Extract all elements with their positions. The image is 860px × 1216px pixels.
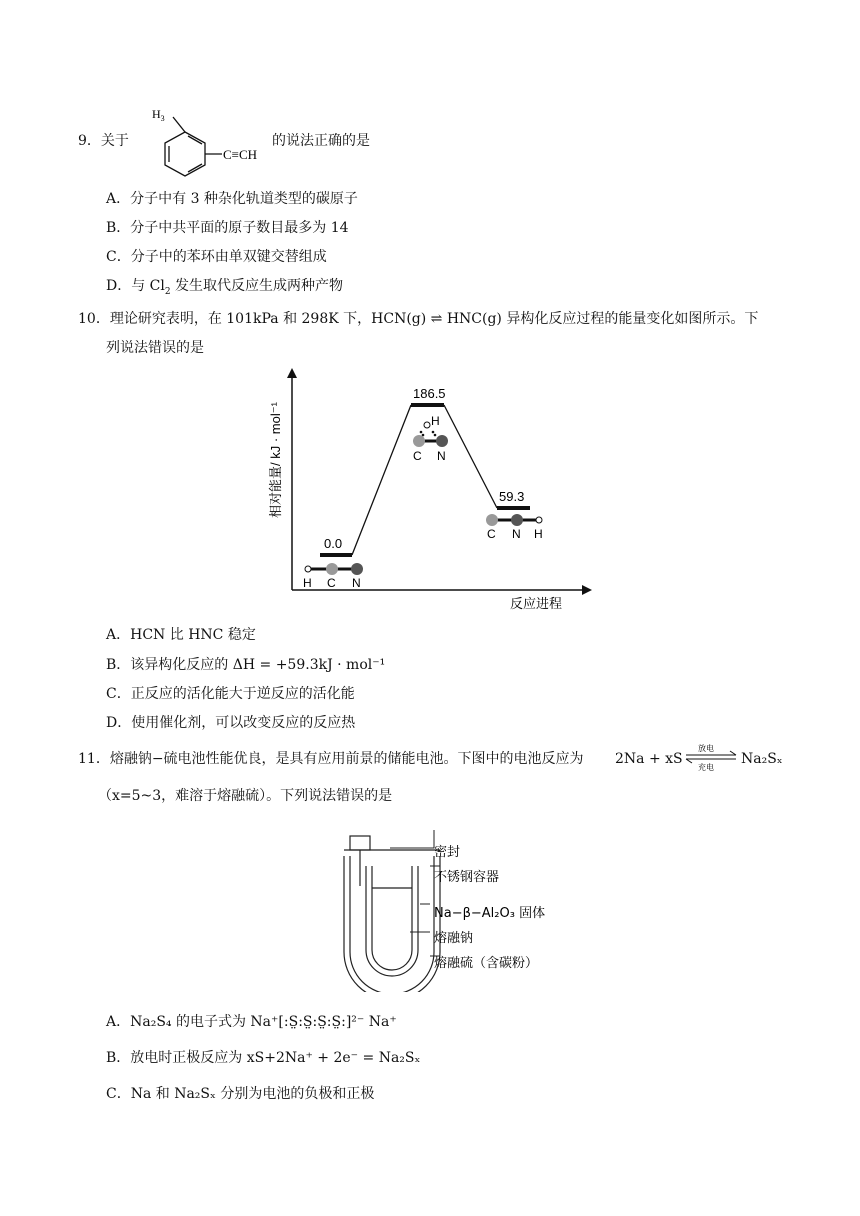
q11-option-b: B．放电时正极反应为 xS+2Na⁺ + 2e⁻ = Na₂Sₓ <box>106 1050 421 1066</box>
svg-text:N: N <box>352 576 361 590</box>
q10-value-hnc: 59.3 <box>499 489 525 504</box>
q10-option-d: D．使用催化剂，可以改变反应的反应热 <box>106 715 356 731</box>
q9-option-d: D．与 $Cl_2$ 发生取代反应生成两种产物 <box>106 278 344 297</box>
q10-value-hcn: 0.0 <box>324 536 343 551</box>
q10-stem-line1: 10．理论研究表明，在 101kPa 和 298K 下，HCN(g) ⇌ HNC(g) 异构化反应过程的能量变化如图所示。下 <box>78 311 759 327</box>
q9-option-c: C．分子中的苯环由单双键交替组成 <box>106 249 327 265</box>
q11-label-electrolyte: Na−β−Al₂O₃ 固体 <box>434 906 546 921</box>
svg-text:H: H <box>303 576 312 590</box>
q10-molecule-hcn <box>303 563 363 590</box>
q10-molecule-ts <box>413 414 448 463</box>
q10-energy-diagram <box>262 368 594 616</box>
svg-text:C: C <box>327 576 336 590</box>
q10-stem-line2: 列说法错误的是 <box>106 340 204 356</box>
q11-option-a: A．Na₂S₄ 的电子式为 Na⁺[:S̤:S̤:S̤:S̤:]²⁻ Na⁺ <box>106 1014 397 1030</box>
svg-text:C: C <box>487 527 496 541</box>
q11-label-container: 不锈钢容器 <box>434 870 500 885</box>
q10-path-fall <box>444 405 497 508</box>
svg-text:C: C <box>413 449 422 463</box>
q10-path-rise <box>352 405 411 555</box>
q11-equation-left: 2Na + xS <box>615 751 683 767</box>
svg-text:H: H <box>431 414 440 428</box>
q9-stem-pre: 关于 <box>100 133 129 149</box>
q11-stem-line1: 11．熔融钠−硫电池性能优良，是具有应用前景的储能电池。下图中的电池反应为 <box>78 751 584 767</box>
q9-option-a: A．分子中有 3 种杂化轨道类型的碳原子 <box>106 191 358 207</box>
q11-label-molten-s: 熔融硫（含碳粉） <box>434 956 539 971</box>
q9-number: 9． <box>78 133 101 149</box>
q9-molecule-structure <box>150 102 280 182</box>
q10-ylabel: 相对能量/ kJ · mol⁻¹ <box>268 402 283 518</box>
q9-stem-post: 的说法正确的是 <box>272 133 370 149</box>
q10-option-a: A．HCN 比 HNC 稳定 <box>106 627 256 643</box>
q9-alkyne-label: C≡CH <box>223 147 258 162</box>
q9-stem <box>78 131 129 151</box>
q11-arrow-top-label: 放电 <box>698 744 714 753</box>
svg-text:N: N <box>512 527 521 541</box>
q11-label-molten-na: 熔融钠 <box>434 931 474 946</box>
q10-number: 10． <box>78 311 110 327</box>
q10-xlabel: 反应进程 <box>510 596 563 611</box>
svg-text:N: N <box>437 449 446 463</box>
q11-number: 11． <box>78 751 110 767</box>
q11-equation-right: Na₂Sₓ <box>741 751 783 767</box>
q9-ch3-label: $H_3$ <box>152 107 165 123</box>
q10-option-c: C．正反应的活化能大于逆反应的活化能 <box>106 686 355 702</box>
q11-arrow-bottom-label: 充电 <box>698 763 714 772</box>
q11-option-c: C．Na 和 Na₂Sₓ 分别为电池的负极和正极 <box>106 1086 375 1102</box>
q11-label-seal: 密封 <box>434 845 461 860</box>
svg-text:H: H <box>534 527 543 541</box>
q10-value-ts: 186.5 <box>413 386 446 401</box>
q11-battery-figure <box>330 826 590 992</box>
q11-stem-line2: （x=5~3，难溶于熔融硫）。下列说法错误的是 <box>98 788 393 804</box>
q9-option-b: B．分子中共平面的原子数目最多为 14 <box>106 220 349 236</box>
q10-molecule-hnc <box>486 514 543 541</box>
q11-equilibrium-arrow <box>684 742 740 772</box>
q10-option-b: B．该异构化反应的 ΔH = +59.3kJ · mol⁻¹ <box>106 657 386 673</box>
